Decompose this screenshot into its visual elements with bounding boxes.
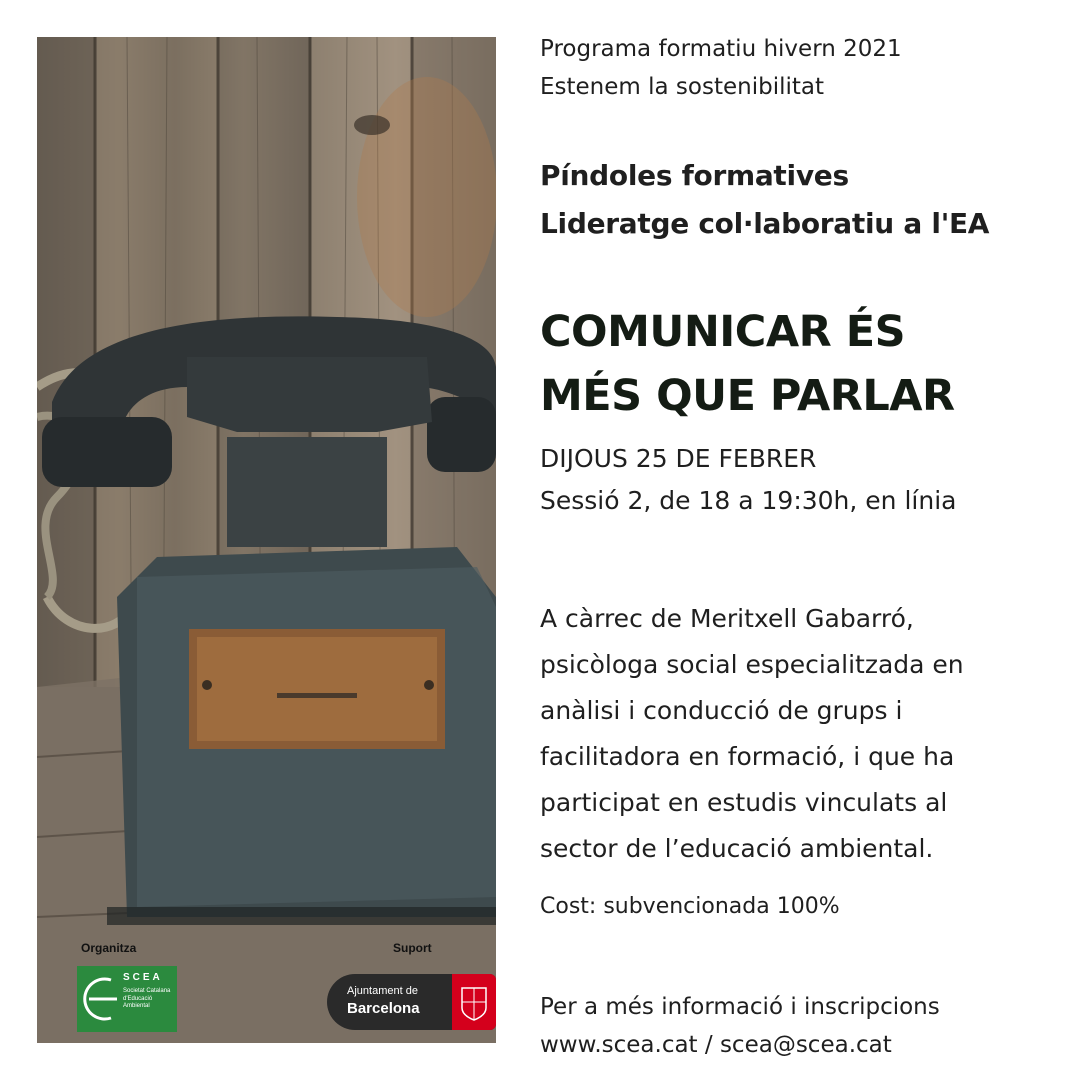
event-info-column [540, 30, 1050, 1058]
event-title-line2: MÉS QUE PARLAR [540, 371, 955, 421]
cost-info: Cost: subvencionada 100% [540, 894, 840, 919]
speaker-line: psicòloga social especialitzada en [540, 650, 964, 679]
event-title [540, 300, 955, 428]
scea-logo-name: SCEA [123, 972, 163, 983]
speaker-line: participat en estudis vinculats al [540, 788, 948, 817]
speaker-line: anàlisi i conducció de grups i [540, 696, 903, 725]
series-line1: Píndoles formatives [540, 159, 849, 192]
barcelona-logo [327, 974, 496, 1030]
contact-line1: Per a més informació i inscripcions [540, 994, 940, 1020]
session-details: Sessió 2, de 18 a 19:30h, en línia [540, 486, 957, 515]
program-line1: Programa formatiu hivern 2021 [540, 36, 902, 62]
barcelona-crest-icon [452, 974, 496, 1030]
barcelona-logo-line1: Ajuntament de [347, 985, 418, 997]
contact-links[interactable]: www.scea.cat / scea@scea.cat [540, 1032, 892, 1058]
vintage-telephone-illustration [37, 37, 496, 1043]
organizer-label: Organitza [81, 941, 137, 955]
support-label: Suport [393, 941, 432, 955]
scea-emblem-icon [77, 966, 123, 1032]
telephone-photo [37, 37, 496, 1043]
contact-info [540, 988, 940, 1064]
speaker-line: A càrrec de Meritxell Gabarró, [540, 604, 914, 633]
speaker-line: facilitadora en formació, i que ha [540, 742, 955, 771]
series-heading [540, 152, 989, 248]
barcelona-logo-line2: Barcelona [347, 1000, 420, 1017]
session-info [540, 438, 956, 522]
session-date: DIJOUS 25 DE FEBRER [540, 444, 817, 473]
scea-logo-description: Societat Catalana d'Educació Ambiental [123, 988, 171, 1009]
event-title-line1: COMUNICAR ÉS [540, 307, 906, 357]
program-heading [540, 30, 1050, 106]
scea-logo [77, 966, 177, 1032]
speaker-description [540, 596, 964, 872]
program-line2: Estenem la sostenibilitat [540, 74, 824, 100]
speaker-line: sector de l’educació ambiental. [540, 834, 934, 863]
series-line2: Lideratge col·laboratiu a l'EA [540, 207, 990, 240]
